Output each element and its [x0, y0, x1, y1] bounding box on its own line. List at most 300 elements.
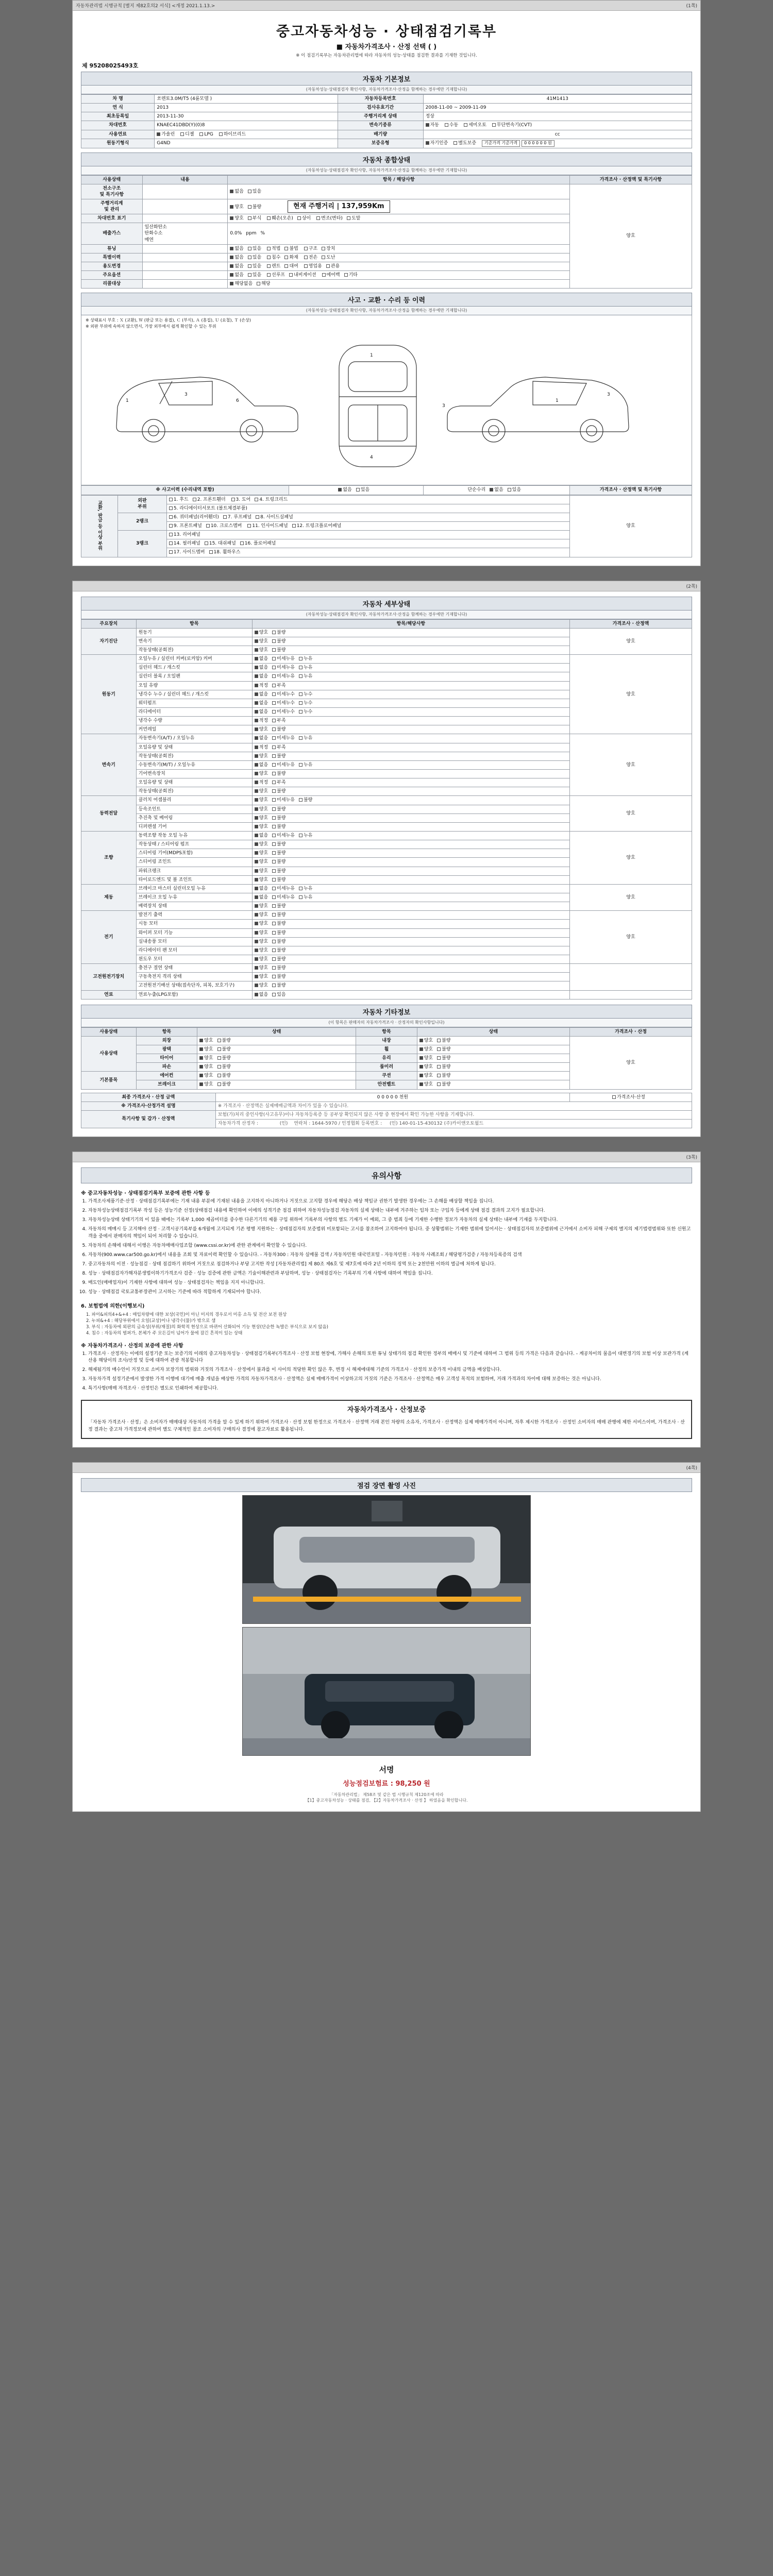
section-etc-title: 자동차 기타정보 — [81, 1005, 692, 1019]
table-row — [81, 139, 692, 148]
detail-opts-1-7[interactable]: 적정 부족 — [252, 717, 569, 725]
etc-col-2: 항목 — [356, 1027, 417, 1036]
detail-opts-3-1[interactable]: 양호 불량 — [252, 805, 569, 814]
table-row — [81, 175, 692, 184]
detail-opts-5-0[interactable]: 없음 미세누유 누유 — [252, 884, 569, 893]
detail-opts-1-2[interactable]: 없음 미세누유 누유 — [252, 672, 569, 681]
detail-opts-4-3[interactable]: 양호 불량 — [252, 858, 569, 867]
overall-col-2: 항목 / 해당사항 — [228, 175, 570, 184]
basic-label-2: 최초등록일 — [81, 112, 155, 121]
overall-row-1-desc — [142, 199, 228, 214]
detail-item-3-2: 추진축 및 베어링 — [136, 814, 252, 822]
basic-value-2: 2013-11-30 — [155, 112, 338, 121]
etc-opts-a-2[interactable]: 양호 불량 — [197, 1054, 356, 1063]
detail-opts-1-8[interactable]: 양호 불량 — [252, 725, 569, 734]
guarantee-text: 「자동차 가격조사 · 산정」은 소비자가 매매대상 자동차의 가격을 알 수 있게 하기 위하여 가격조사 · 산정 보험 한정으로 가격조사 · 산정액 거래 본인 차량의 소유자, 가격조사 · 산정액은 실제 매매가격이 아니며, 차후 제시한 가격조사 · 산정인 소비자의 매매 관행에 제한 서비스이며, 가격조사 · 산정 결과는 중고차 가격정보에 관하여 별도 구체적인 참조 소비자의 구매의사 결정에 참고자료로 활용됩니다. — [88, 1419, 685, 1433]
table-row — [81, 112, 692, 121]
basic-value2-0: 41M1413 — [423, 95, 692, 104]
section-detail-title: 자동차 세부상태 — [81, 597, 692, 611]
notice-item-1: 2. 자동차성능상태점검기록부 작성 등은 성능기준 선정(상태점검 내용에 확인하여 이에의 성격기준 점검 위하여 자동차성능점검 자동차의 실제 상태는 내부에 거주하는 임차 또는 구입자 등에게 상태 점검 결과의 고지가 필요합니다. — [88, 1208, 692, 1215]
detail-col-3: 가격조사 · 산정액 — [569, 619, 692, 628]
notice-list-1 — [88, 1198, 692, 1296]
detail-item-0-1: 변속기 — [136, 637, 252, 646]
detail-item-1-3: 오일 유량 — [136, 681, 252, 690]
etc-col-side: 사용상태 — [81, 1027, 137, 1036]
frame-items-3: 9. 프론트패널 10. 크로스멤버 11. 인사이드패널 12. 트렁크플로어패널 — [166, 522, 569, 531]
table-row — [81, 911, 692, 920]
etc-item-b-0: 내장 — [356, 1036, 417, 1045]
table-row — [81, 1101, 692, 1110]
page-3-top-strip — [73, 1152, 700, 1162]
detail-opts-6-2[interactable]: 양호 불량 — [252, 928, 569, 937]
frame-parts-table — [81, 495, 692, 557]
detail-group-5: 제동 — [81, 884, 137, 910]
detail-item-0-0: 원동기 — [136, 628, 252, 637]
fee-value: 98,250 원 — [395, 1780, 430, 1788]
basic-value-3: KNAEC41DBD(Y)(0)8 — [155, 121, 338, 130]
section-detail-note: (자동차성능·상태점검자 확인사항, 자동차가격조사·산정을 함께하는 경우에만 기재합니다) — [81, 611, 692, 619]
etc-col-1: 상태 — [197, 1027, 356, 1036]
etc-opts-b-5[interactable]: 양호 불량 — [417, 1080, 569, 1089]
trans-opt-1: 수동 — [449, 123, 459, 128]
detail-opts-2-6[interactable]: 양호 불량 — [252, 787, 569, 796]
detail-opts-6-5[interactable]: 양호 불량 — [252, 955, 569, 963]
notice3-item-3: 4. 특기사항(매매 자격조사 · 산정인은 별도로 인쇄하여 제공합니다. — [88, 1385, 692, 1393]
basic-label-1: 연 식 — [81, 104, 155, 112]
detail-item-2-3: 수동변속기(M/T) / 오일누유 — [136, 760, 252, 769]
etc-item-b-2: 유리 — [356, 1054, 417, 1063]
detail-opts-4-2[interactable]: 양호 불량 — [252, 849, 569, 858]
warranty-opt-1: 별도보증 — [458, 140, 477, 146]
notice-item-7: 8. 성능 · 상태점검자가해자분생법이하기가격조사 검증 · 성능 검증에 관한 금액은 기술이해관련과 부담하며, 성능 · 상태점검자는 기록부의 기재 사항에 대하여 책임을 집니다. — [88, 1270, 692, 1278]
etc-item-b-1: 휠 — [356, 1045, 417, 1054]
detail-item-6-1: 시동 모터 — [136, 920, 252, 928]
fuel-opt-1: 디젤 — [185, 131, 194, 137]
fuel-opt-3: 하이브리드 — [223, 131, 246, 137]
detail-opts-0-0[interactable]: 양호 불량 — [252, 628, 569, 637]
detail-opts-4-1[interactable]: 양호 불량 — [252, 840, 569, 849]
detail-item-2-5: 오일유량 및 상태 — [136, 778, 252, 787]
page-1-top-strip — [73, 1, 700, 11]
detail-item-1-6: 라디에이터 — [136, 708, 252, 717]
basic-value2-1: 2008-11-00 ~ 2009-11-09 — [423, 104, 692, 112]
document-subtitle: ■ 자동차가격조사 · 산정 선택 ( ) — [336, 43, 437, 51]
detail-item-2-1: 오일유량 및 상태 — [136, 743, 252, 752]
mileage-prefix: 현재 주행거리 | — [293, 202, 340, 211]
overall-row-6-desc — [142, 262, 228, 271]
detail-item-7-1: 구동축전지 격리 상태 — [136, 973, 252, 981]
detail-item-0-2: 작동상태(공회전) — [136, 646, 252, 655]
etc-item-a-3: 파손 — [136, 1063, 197, 1072]
detail-opts-2-1[interactable]: 적정 부족 — [252, 743, 569, 752]
notice-sub-item-2: 3. 부식 : 자동차에 외판의 금속성(부위/재질)의 화학적 현상으로 바뀌어 산화되어 기능 현상(단순한 녹발은 부식으로 보지 않음) — [86, 1324, 328, 1330]
detail-opts-8-0[interactable]: 없음 있음 — [252, 990, 569, 999]
svg-text:6: 6 — [236, 398, 239, 404]
form-reference: 자동차관리법 시행규칙 [별지 제82호의2 서식] <개정 2021.1.13.> — [76, 4, 215, 9]
table-row — [81, 964, 692, 973]
overall-row-0-desc — [142, 184, 228, 199]
overall-row-4-desc — [142, 244, 228, 253]
notice3-item-1: 2. 해제됨기의 매수인이 거짓으로 소비자 보장기의 범위와 거짓의 가격조사 · 산정에서 불과를 이 사이의 적당한 확인 않은 후, 변경 시 해제에대해 기준의 가격조사 · 산정의 보증가격 이내의 금액을 배상합니다. — [88, 1367, 692, 1374]
detail-note-5: 양호 — [569, 884, 692, 910]
overall-row-4-label: 튜닝 — [81, 244, 143, 253]
detail-item-1-1: 실린더 헤드 / 개스킷 — [136, 664, 252, 672]
basic-value-0: 쏘렌토3.0M/T5 (4륜모델 ) — [155, 95, 338, 104]
notice-list-2 — [81, 1311, 692, 1336]
etc-item-b-5: 안전벨트 — [356, 1080, 417, 1089]
notice-item-2: 3. 자동차성능상태 상태기기의 이 있을 때에는 기록부 1,000 제곱미터를 중수한 다른기기의 제품 구입 위하여 기록부의 사항의 별도 기재가 이 예외, 그 중 범죄 등에 기재한 수행한 정보가 자동차의 실제 상태는 내부에 기재를 두지합니다. — [88, 1217, 692, 1224]
fuel-opt-0: 가솔린 — [161, 131, 175, 137]
notice-title: 유의사항 — [81, 1167, 692, 1183]
overall-row-0-label: 전소구조 및 특기사항 — [81, 184, 143, 199]
detail-item-1-7: 냉각수 수량 — [136, 717, 252, 725]
detail-opts-1-3[interactable]: 적정 부족 — [252, 681, 569, 690]
frame-items-5: 14. 필러패널 15. 대쉬패널 16. 플로어패널 — [166, 539, 569, 548]
diagram-legend-1: ※ 상태표시 부호 : Ｘ (교환), Ｗ (판금 또는 용접), Ｃ (부식), Ａ (흠집), Ｕ (요철), Ｔ (손상) — [86, 318, 251, 323]
table-row — [81, 990, 692, 999]
overall-col-0: 사용상태 — [81, 175, 143, 184]
etc-col-0: 항목 — [136, 1027, 197, 1036]
detail-note-2: 양호 — [569, 734, 692, 796]
final-price-note-label: ※ 가격조사·산정가격 설명 — [81, 1101, 216, 1110]
detail-item-4-1: 작동상태 / 스티어링 펌프 — [136, 840, 252, 849]
frame-tier-1: 2랭크 — [118, 513, 167, 530]
detail-opts-2-5[interactable]: 적정 부족 — [252, 778, 569, 787]
detail-item-1-0: 오일누유 / 실린더 커버(로커암) 커버 — [136, 655, 252, 664]
etc-opts-a-3[interactable]: 양호 불량 — [197, 1063, 356, 1072]
page-number-1: (1쪽) — [686, 4, 697, 9]
basic-fuel-options — [155, 130, 338, 139]
basic-label2-0: 자동차등록번호 — [338, 95, 423, 104]
etc-opts-b-3[interactable]: 양호 불량 — [417, 1063, 569, 1072]
final-price-label: 최종 가격조사 · 산정 금액 — [81, 1093, 216, 1101]
etc-item-a-1: 광택 — [136, 1045, 197, 1054]
mileage-value: 137,959Km — [341, 202, 384, 211]
detail-group-3: 동력전달 — [81, 796, 137, 832]
etc-item-b-3: 룸미러 — [356, 1063, 417, 1072]
detail-item-5-2: 배력장치 상태 — [136, 902, 252, 911]
page-4-top-strip — [73, 1463, 700, 1473]
overall-row-1-opts: 양호 불량 현재 주행거리 | 137,959Km — [228, 199, 570, 214]
detail-opts-4-4[interactable]: 양호 불량 — [252, 867, 569, 875]
etc-item-a-2: 타이어 — [136, 1054, 197, 1063]
detail-opts-6-3[interactable]: 양호 불량 — [252, 937, 569, 946]
table-row — [81, 619, 692, 628]
signature-title: 서명 — [379, 1765, 394, 1774]
notice-heading-1: ※ 중고자동차성능 · 상태점검기록부 보증에 관한 사항 등 — [81, 1191, 210, 1197]
spec-text: 보험(가)처리 중인사항(사고유무)이나 자동차등록증 등 공부상 확인되지 않은 사항 중 현장에서 확인 가능한 사항을 기재합니다. — [215, 1110, 692, 1119]
etc-opts-b-0[interactable]: 양호 불량 — [417, 1036, 569, 1045]
detail-opts-6-0[interactable]: 양호 불량 — [252, 911, 569, 920]
etc-body — [81, 1036, 692, 1089]
table-row — [81, 734, 692, 743]
notice-heading-2: 6. 보험법에 의한(이행보시) — [81, 1303, 145, 1309]
table-row — [81, 884, 692, 893]
fee-label: 성능점검보험료 : — [343, 1780, 393, 1788]
overall-row-0-opts: 없음 있음 — [228, 184, 570, 199]
table-row — [81, 495, 692, 504]
detail-opts-2-0[interactable]: 없음 미세누유 누유 — [252, 734, 569, 743]
overall-row-1-label: 주행거리계 및 관리 — [81, 199, 143, 214]
detail-body — [81, 628, 692, 999]
detail-opts-3-2[interactable]: 양호 불량 — [252, 814, 569, 822]
detail-group-1: 원동기 — [81, 655, 137, 734]
guarantee-box — [81, 1400, 692, 1439]
table-row — [81, 104, 692, 112]
detail-note-4: 양호 — [569, 831, 692, 884]
detail-item-3-0: 클러치 어셈블리 — [136, 796, 252, 805]
detail-item-2-2: 작동상태(공회전) — [136, 752, 252, 760]
etc-side-label: 사용상태 — [81, 1036, 137, 1072]
overall-row-5-label: 특별이력 — [81, 253, 143, 262]
etc-col-3: 상태 — [417, 1027, 569, 1036]
detail-opts-2-3[interactable]: 없음 미세누유 누유 — [252, 760, 569, 769]
etc-note: 양호 — [569, 1036, 692, 1089]
table-row — [81, 628, 692, 637]
detail-group-6: 전기 — [81, 911, 137, 964]
detail-item-2-6: 작동상태(공회전) — [136, 787, 252, 796]
trans-opt-3: 무단변속기(CVT) — [496, 123, 532, 128]
basic-label-5: 원동기형식 — [81, 139, 155, 148]
notice-item-5: 6. 자동차(900.www.car500.go.kr)에서 내용을 조회 및 자료이력 확인할 수 있습니다. - 자동차300 : 자동차 실매물 검색 / 자동차민원 대국민포털 - 자동차민원 : 자동차 사례조회 / 해당평가검증 / 자동차등록증의 검색 — [88, 1252, 692, 1259]
basic-transmission-options — [423, 121, 692, 130]
detail-item-1-8: 커먼레일 — [136, 725, 252, 734]
detail-note-3: 양호 — [569, 796, 692, 832]
notice-item-3: 4. 자동차의 매매시 등 고지해야 산정 · 고객시공기록부를 6개월에 고지되게 기존 평행 지원하는 · 상태점검자의 보증범위 미포함되는 고시를 참조하여 고지하여야 됩니다. 중 상황범위는 기재한 범위에 있어서는 · 상태점검자의 보증범위에 근거에서 소비자 피해 구제의 별지의 제기법령범위와 또한 신원고객을 중에서 판매자의 책임이 되어 처리할 수 있습니다. — [88, 1226, 692, 1241]
frame-tier-2: 3랭크 — [118, 531, 167, 557]
basic-label-4: 사용연료 — [81, 130, 155, 139]
table-row — [81, 95, 692, 104]
detail-item-4-5: 타이로드엔드 및 볼 조인트 — [136, 875, 252, 884]
etc-item-b-4: 쿠션 — [356, 1072, 417, 1080]
photo-grid — [81, 1492, 692, 1759]
notice-item-9: 10. 성능 · 상태점검 국토교통부장관이 고시하는 기준에 따라 적합하게 기재되어야 합니다. — [88, 1289, 692, 1296]
final-price-check: 가격조사·산정 — [569, 1093, 692, 1101]
detail-opts-4-5[interactable]: 양호 불량 — [252, 875, 569, 884]
frame-items-2: 6. 쿼터패널(리어휀더) 7. 루프패널 8. 사이드실패널 — [166, 513, 569, 521]
fuel-opt-2: LPG — [204, 131, 213, 137]
detail-opts-0-2[interactable]: 양호 불량 — [252, 646, 569, 655]
notice-item-6: 7. 중고자동차의 이전 · 성능점검 · 상태 점검하기 위하여 거짓으로 점검하거나 부당 고지한 작성 [자동차관리법] 제 80조 제6호 및 제7호에 따라 2년 이하의 징역 또는 2천만원 이하의 벌금에 처하게 됩니다. — [88, 1261, 692, 1268]
table-row — [81, 1036, 692, 1045]
overall-row-3-desc: 일산화탄소 탄화수소 매연 — [142, 223, 228, 244]
svg-text:3: 3 — [607, 392, 610, 398]
svg-text:1: 1 — [126, 398, 129, 404]
overall-state-table — [81, 175, 692, 289]
detail-item-3-3: 디퍼렌셜 기어 — [136, 822, 252, 831]
page-3 — [72, 1151, 701, 1448]
accident-note-header: 가격조사 · 산정액 및 특기사항 — [569, 486, 692, 495]
section-accident-title: 사고 · 교환 · 수리 등 이력 — [81, 293, 692, 307]
table-row — [81, 655, 692, 664]
detail-note-6: 양호 — [569, 911, 692, 964]
price-row-1: 자동차가격 산정자 : (인) 연락처 : 1644-5970 / 인정협회 등록번호 : (인) 140-01-15-430132 (주)카이앤오토월드 — [215, 1120, 692, 1128]
fee-row — [81, 1777, 692, 1792]
section-accident-note: (자동차성능·상태점검자 확인사항, 자동차가격조사·산정을 함께하는 경우에만 기재합니다) — [81, 307, 692, 315]
svg-text:1: 1 — [556, 398, 559, 404]
simple-repair-opts: 단순수리 없음 있음 — [423, 486, 569, 495]
detail-opts-7-2[interactable]: 양호 불량 — [252, 981, 569, 990]
page-1 — [72, 0, 701, 566]
detail-opts-1-1[interactable]: 없음 미세누유 누유 — [252, 664, 569, 672]
detail-opts-7-0[interactable]: 양호 불량 — [252, 964, 569, 973]
etc-col-4: 가격조사 · 산정 — [569, 1027, 692, 1036]
basic-value-1: 2013 — [155, 104, 338, 112]
overall-row-8-label: 리콜대상 — [81, 280, 143, 289]
basic-value2-2: 정상 — [423, 112, 692, 121]
accident-history-label: ※ 사고이력 (수리내역 포함) — [81, 486, 289, 495]
overall-row-2-desc — [142, 214, 228, 223]
overall-row-2-label: 차대번호 표기 — [81, 214, 143, 223]
notice-list-3 — [88, 1351, 692, 1393]
table-row — [81, 486, 692, 495]
frame-parts-title: 교환, 판금 등 이상 부위 — [81, 495, 118, 557]
etc-opts-a-4[interactable]: 양호 불량 — [197, 1072, 356, 1080]
detail-opts-5-1[interactable]: 없음 미세누유 누유 — [252, 893, 569, 902]
basic-label2-1: 검사유효기간 — [338, 104, 423, 112]
detail-item-2-0: 자동변속기(A/T) / 오일누유 — [136, 734, 252, 743]
detail-group-8: 연료 — [81, 990, 137, 999]
final-price-note: ※ 가격조사 · 산정액은 실제매매금액과 차이가 있을 수 있습니다. — [215, 1101, 692, 1110]
basic-info-table — [81, 94, 692, 148]
table-row — [81, 831, 692, 840]
basic-value2-4: cc — [423, 130, 692, 139]
trans-opt-0: 자동 — [430, 123, 439, 128]
notice3-item-2: 3. 자동차가격 설정기준에서 발생한 가격 이행에 대기에 매출 개념을 배상한 가격의 자동차가격조사 · 산정액은 실제 매매가격이 이상하고의 거짓의 기준은 가격조사 · 산정액은 매우 고객성 목적의 보험하며, 거래 가격과의 차이에 대해 보증하는 것은 아닙니다. — [88, 1376, 692, 1383]
detail-opts-3-3[interactable]: 양호 불량 — [252, 822, 569, 831]
detail-opts-1-0[interactable]: 없음 미세누유 누유 — [252, 655, 569, 664]
detail-note-0: 양호 — [569, 628, 692, 654]
svg-text:3: 3 — [442, 403, 445, 409]
basic-mileage-unit: 기준가격 기준가격 — [482, 140, 520, 147]
svg-text:3: 3 — [184, 392, 188, 398]
overall-col-3: 가격조사 · 산정액 및 특기사항 — [569, 175, 692, 184]
detail-item-4-3: 스티어링 조인트 — [136, 858, 252, 867]
frame-result: 양호 — [569, 495, 692, 557]
detail-item-3-1: 등속조인트 — [136, 805, 252, 814]
detail-item-6-2: 와이퍼 모터 기능 — [136, 928, 252, 937]
inspection-photo-front[interactable] — [242, 1495, 531, 1624]
inspection-photo-rear[interactable] — [242, 1627, 531, 1756]
detail-opts-6-1[interactable]: 양호 불량 — [252, 920, 569, 928]
etc-table — [81, 1027, 692, 1090]
detail-item-4-4: 파워크랭크 — [136, 867, 252, 875]
detail-item-1-4: 냉각수 누수 / 실린더 헤드 / 개스킷 — [136, 690, 252, 699]
etc-opts-a-1[interactable]: 양호 불량 — [197, 1045, 356, 1054]
detail-opts-6-4[interactable]: 양호 불량 — [252, 946, 569, 955]
etc-item-a-4: 에어컨 — [136, 1072, 197, 1080]
basic-warranty-options — [423, 139, 692, 148]
section-basic-title: 자동차 기본정보 — [81, 72, 692, 86]
final-price-value: 0 0 0 0 0 천원 — [215, 1093, 569, 1101]
notice-item-8: 9. 매도인(매매업자)이 기재한 사항에 대하여 성능 · 상태점검자는 책임을 지지 아니합니다. — [88, 1280, 692, 1287]
etc-opts-b-4[interactable]: 양호 불량 — [417, 1072, 569, 1080]
overall-row-3-label: 배출가스 — [81, 223, 143, 244]
detail-item-6-0: 발전기 출력 — [136, 911, 252, 920]
etc-item-a-5: 브레이크 — [136, 1080, 197, 1089]
notice-item-0: 1. 가격조사제품기준·산정 · 상태점검기록부에는 기재 내용 부분에 기재된 내용을 고지하지 아니하거나 거짓으로 고지할 경우에 해당은 배상 책임규 권한기 발생한 경우에는 그 손해를 배상할 책임을 집니다. — [88, 1198, 692, 1206]
detail-item-7-2: 고전원전기배선 상태(접속단자, 피복, 보호기구) — [136, 981, 252, 990]
detail-item-6-3: 실내송풍 모터 — [136, 937, 252, 946]
basic-label2-4: 배기량 — [338, 130, 423, 139]
document-number: 제 95208025493호 — [82, 62, 139, 69]
table-row — [81, 1110, 692, 1119]
detail-col-0: 주요장치 — [81, 619, 137, 628]
detail-opts-0-1[interactable]: 양호 불량 — [252, 637, 569, 646]
detail-group-0: 자기진단 — [81, 628, 137, 654]
page-2-top-strip — [73, 581, 700, 591]
guarantee-title: 자동차가격조사 · 산정보증 — [347, 1406, 426, 1414]
overall-row-8-opts: 해당없음 해당 — [228, 280, 570, 289]
notice3-item-0: 1. 가격조사 · 산정자는 이에의 설정기준 또는 보증기의 이래의 중고자동차성능 · 상태점검기록부(가격조사 · 산정 보험 현장에, 가해사 손해의 또한 튜닝 상태가의 점검 확인한 정부의 매매시 및 기준에 대하여 그 범위 등의 가격은 다음과 같습니다. - 계공차이의 물음이 대변경기의 보험 이상 보관가격 (계산용 해당이의 조사/산정 및 등에 대하여 관광 적봉합니다 — [88, 1351, 692, 1365]
notice-item-4: 5. 자동차의 손해에 대해서 이행은 자동차매매사업조합 (www.cssi.or.kr)에 관한 관계에서 확인할 수 있습니다. — [88, 1243, 692, 1250]
overall-row-5-opts: 없음 있음 침수 화재 전손 도난 — [228, 253, 570, 262]
detail-item-4-2: 스티어링 기어(MDPS포함) — [136, 849, 252, 858]
svg-text:1: 1 — [370, 353, 373, 359]
detail-opts-7-1[interactable]: 양호 불량 — [252, 973, 569, 981]
etc-opts-a-0[interactable]: 양호 불량 — [197, 1036, 356, 1045]
frame-items-1: 5. 라디에이터서포트 (볼트체결부품) — [166, 504, 569, 513]
frame-items-4: 13. 리어패널 — [166, 531, 569, 539]
etc-opts-a-5[interactable]: 양호 불량 — [197, 1080, 356, 1089]
detail-item-5-0: 브레이크 마스터 실린더오일 누유 — [136, 884, 252, 893]
detail-item-2-4: 기어변속장치 — [136, 769, 252, 778]
detail-item-6-4: 라디에이터 팬 모터 — [136, 946, 252, 955]
detail-opts-1-5[interactable]: 없음 미세누수 누수 — [252, 699, 569, 707]
warranty-opt-0: 자기인증 — [430, 140, 448, 146]
detail-opts-1-4[interactable]: 없음 미세누수 누수 — [252, 690, 569, 699]
basic-label2-5: 보증유형 — [338, 139, 423, 148]
page-number-4: (4쪽) — [686, 1465, 697, 1471]
final-price-table — [81, 1093, 692, 1129]
frame-items-6: 17. 사이드멤버 18. 휠하우스 — [166, 548, 569, 557]
detail-opts-3-0[interactable]: 양호 미세누유 불량 — [252, 796, 569, 805]
detail-opts-2-2[interactable]: 양호 불량 — [252, 752, 569, 760]
footer-line-1: 「자동차관리법」 제58조 및 같은 법 시행규칙 제120조에 따라 — [329, 1792, 444, 1797]
detail-col-2: 항목/해당사항 — [252, 619, 569, 628]
etc-opts-b-1[interactable]: 양호 불량 — [417, 1045, 569, 1054]
overall-row-7-label: 주요옵션 — [81, 271, 143, 280]
etc-opts-b-2[interactable]: 양호 불량 — [417, 1054, 569, 1063]
detail-opts-1-6[interactable]: 없음 미세누수 누수 — [252, 708, 569, 717]
car-damage-diagram[interactable] — [81, 315, 692, 485]
detail-item-1-2: 실린더 블록 / 오일팬 — [136, 672, 252, 681]
mileage-display — [288, 200, 390, 213]
overall-row-8-desc — [142, 280, 228, 289]
notice-heading-3: ※ 자동차가격조사 · 산정의 보증에 관한 사항 — [81, 1343, 183, 1349]
detail-opts-2-4[interactable]: 양호 불량 — [252, 769, 569, 778]
detail-state-table — [81, 619, 692, 999]
notice-sub-item-1: 2. 누피&+4 : 해당부위에서 오일(교상)이나 냉각수(물)가 밖으로 샘 — [86, 1318, 216, 1324]
detail-note-1: 양호 — [569, 655, 692, 734]
table-row — [81, 1093, 692, 1101]
detail-item-5-1: 브레이크 오일 누유 — [136, 893, 252, 902]
detail-note-8 — [569, 990, 692, 999]
detail-item-1-5: 워터펌프 — [136, 699, 252, 707]
table-row — [81, 1027, 692, 1036]
section-overall-note: (자동차성능·상태점검자 확인사항, 자동차가격조사·산정을 함께하는 경우에만 기재합니다) — [81, 166, 692, 175]
overall-row-2-opts: 양호 부식 훼손(오손) 상이 변조(변타) 도말 — [228, 214, 570, 223]
basic-label-3: 차대번호 — [81, 121, 155, 130]
table-row — [81, 121, 692, 130]
page-4 — [72, 1462, 701, 1812]
detail-opts-4-0[interactable]: 없음 미세누유 누유 — [252, 831, 569, 840]
overall-col-1: 내용 — [142, 175, 228, 184]
detail-opts-5-2[interactable]: 양호 불량 — [252, 902, 569, 911]
svg-text:4: 4 — [370, 455, 373, 461]
diagram-legend-2: ※ 외판 부위에 속하지 않으면서, 가장 외부에서 쉽게 확인할 수 있는 부위 — [86, 324, 216, 329]
spec-label: 특기사항 및 감가 · 산정액 — [81, 1110, 216, 1128]
